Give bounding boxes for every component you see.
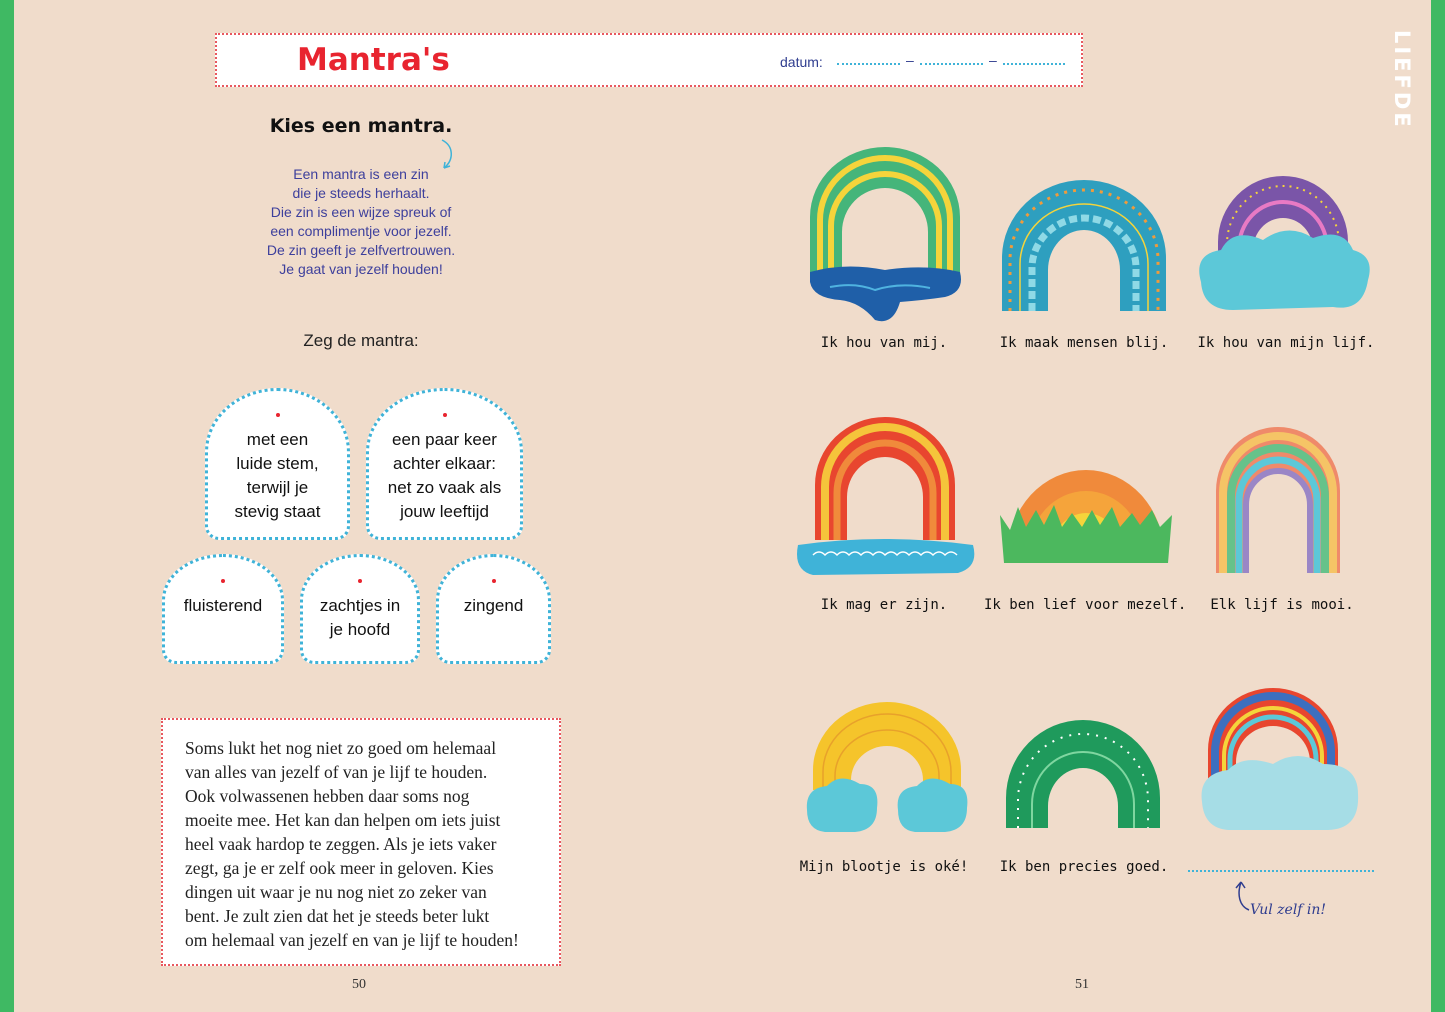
info-text [185, 736, 557, 952]
intro-line: Een mantra is een zin [293, 166, 429, 182]
mantra-caption: Ik hou van mij. [820, 335, 948, 351]
page-edge-right [1431, 0, 1445, 1012]
intro-line: Die zin is een wijze spreuk of [270, 204, 452, 220]
mantra-caption: Ik ben lief voor mezelf. [984, 597, 1187, 613]
mantra-caption: Elk lijf is mooi. [1210, 597, 1354, 613]
say-label: Zeg de mantra: [303, 331, 419, 350]
datum-year-field[interactable] [1003, 63, 1065, 65]
info-line: om helemaal van jezelf en van je lijf te houden! [185, 930, 519, 950]
mantra-caption: Mijn blootje is oké! [799, 859, 969, 875]
option-loud-voice[interactable] [205, 388, 350, 540]
rainbow-yellow-clouds-illustration [805, 700, 970, 835]
option-whisper[interactable] [162, 554, 284, 664]
option-text: zachtjes in je hoofd [319, 596, 401, 639]
option-dot [492, 579, 496, 583]
intro-line: die je steeds herhaalt. [292, 185, 430, 201]
intro-text [230, 165, 492, 279]
option-dot [221, 579, 225, 583]
option-singing[interactable] [436, 554, 551, 664]
option-dot [276, 413, 280, 417]
info-box [161, 718, 561, 966]
info-line: van alles van jezelf of van je lijf te houden. [185, 762, 488, 782]
info-line: zegt, ga je er zelf ook meer in geloven. Kies [185, 858, 494, 878]
page-number-right: 51 [1075, 977, 1089, 992]
rainbow-sunset-grass-illustration [1000, 465, 1172, 570]
mantra-caption: Ik hou van mijn lijf. [1197, 335, 1375, 351]
own-mantra-input[interactable] [1188, 870, 1374, 872]
info-line: heel vaak hardop te zeggen. Als je iets vaker [185, 834, 497, 854]
datum-separator: – [906, 52, 914, 68]
option-dot [358, 579, 362, 583]
page-edge-left [0, 0, 14, 1012]
datum-separator: – [989, 52, 997, 68]
mantra-caption: Ik mag er zijn. [820, 597, 948, 613]
option-text: met een luide stem, terwijl je stevig staat [234, 430, 321, 521]
header-box [215, 33, 1083, 87]
rainbow-purple-cloud-illustration [1193, 172, 1373, 314]
page-number-left: 50 [352, 977, 366, 992]
fill-in-hint: Vul zelf in! [1250, 902, 1327, 918]
info-line: dingen uit waar je nu nog niet zo zeker van [185, 882, 487, 902]
section-tab: LIEFDE [1390, 30, 1414, 130]
choose-title: Kies een mantra. [269, 115, 453, 137]
rainbow-green-water-illustration [805, 142, 965, 332]
rainbow-pastel-illustration [1213, 425, 1343, 575]
mantra-caption: Ik maak mensen blij. [999, 335, 1169, 351]
option-quiet-in-head[interactable] [300, 554, 420, 664]
datum-label: datum: [780, 54, 823, 70]
option-text: een paar keer achter elkaar: net zo vaak als jouw leeftijd [387, 430, 502, 521]
option-text: fluisterend [183, 596, 263, 615]
info-line: bent. Je zult zien dat het je steeds beter lukt [185, 906, 490, 926]
option-text: zingend [463, 596, 524, 615]
rainbow-orange-water-illustration [793, 415, 978, 580]
datum-month-field[interactable] [920, 63, 983, 65]
info-line: Soms lukt het nog niet zo goed om helemaal [185, 738, 497, 758]
option-dot [443, 413, 447, 417]
datum-day-field[interactable] [837, 63, 900, 65]
info-line: Ook volwassenen hebben daar soms nog [185, 786, 470, 806]
page-title: Mantra's [297, 42, 450, 78]
info-line: moeite mee. Het kan dan helpen om iets juist [185, 810, 501, 830]
rainbow-blue-cloud-illustration [1198, 684, 1360, 832]
rainbow-green-illustration [1002, 718, 1164, 830]
intro-line: De zin geeft je zelfvertrouwen. [266, 242, 456, 258]
option-repeat-age[interactable] [366, 388, 523, 540]
intro-line: een complimentje voor jezelf. [270, 223, 452, 239]
rainbow-teal-illustration [1002, 178, 1166, 313]
mantra-caption: Ik ben precies goed. [999, 859, 1169, 875]
intro-line: Je gaat van jezelf houden! [279, 261, 443, 277]
